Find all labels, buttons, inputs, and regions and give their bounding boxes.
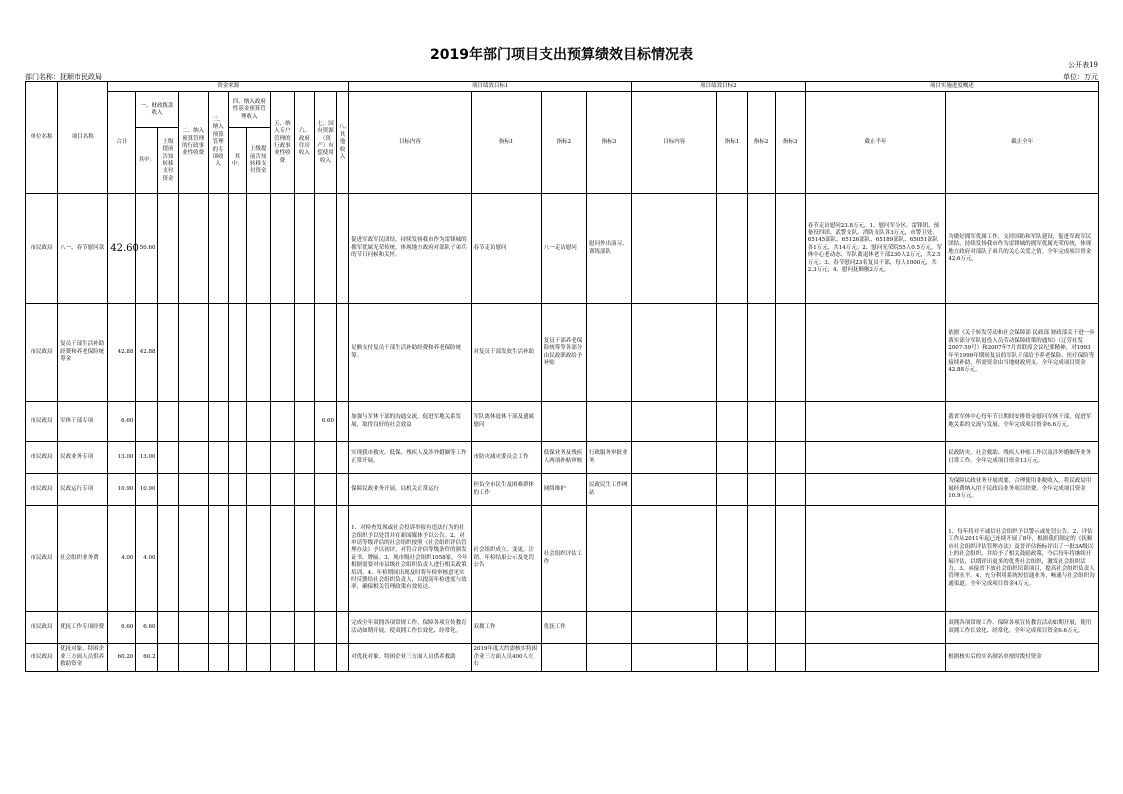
- table-row: [26, 402, 1099, 442]
- header-fiscal-among: 其中：: [136, 128, 158, 194]
- special-cell: [208, 506, 228, 612]
- goal2-cell: [632, 506, 717, 612]
- admin-fee-cell: [178, 644, 208, 672]
- table-row: [26, 304, 1099, 402]
- header-ind3-2: 指标3: [775, 92, 805, 194]
- total-cell: 42.88: [108, 304, 136, 402]
- full-year-cell: 为做好拥军优属工作，支持国防和军队建设，促进军政军民团结，持续发扬我市作为雷锋城的拥军优属光荣传统，体现地方政府对部队子弟兵的关心关爱之情。全年完成项目资金42.6万元。: [946, 194, 1099, 304]
- house6-cell: [294, 612, 314, 644]
- ind2b-cell: [747, 304, 775, 402]
- ind3-cell: [586, 402, 631, 442]
- budget-table-body: [25, 193, 1099, 672]
- ind1b-cell: [717, 644, 747, 672]
- fee5-cell: [270, 194, 294, 304]
- goal-cell: 促进军政军民团结，持续发扬我市作为雷锋城的拥军优属光荣传统，体现地方政府对部队子弟兵的节日问候和关怀。: [349, 194, 471, 304]
- header-full-year: 截止全年: [946, 92, 1099, 194]
- goal-cell: 加强与军休干部的沟通交流，促进军地关系发展，取得良好的社会效益: [349, 402, 471, 442]
- ind2-cell: 复员干部养老保险统筹等各部分由民政职政给予补贴: [541, 304, 586, 402]
- ind1b-cell: [717, 506, 747, 612]
- goal2-cell: [632, 304, 717, 402]
- total-cell: 13.00: [108, 442, 136, 474]
- header-house6: 六、政府住房收入: [294, 92, 314, 194]
- header-unit-name: 单位名称: [26, 82, 58, 194]
- gov-upper-cell: [246, 194, 270, 304]
- header-ind1: 指标1: [471, 92, 541, 194]
- unit-cell: 市民政局: [26, 474, 58, 506]
- ind1-cell: 双拥工作: [471, 612, 541, 644]
- fiscal-upper-cell: [158, 644, 178, 672]
- ind2b-cell: [747, 506, 775, 612]
- header-project-name: 项目名称: [58, 82, 108, 194]
- asset7-cell: 6.60: [314, 402, 336, 442]
- fee5-cell: [270, 474, 294, 506]
- goal-cell: 实现我市救灾、低保、残疾人及涉外婚姻等工作正常开展。: [349, 442, 471, 474]
- gov-among-cell: [228, 194, 246, 304]
- house6-cell: [294, 304, 314, 402]
- asset7-cell: [314, 304, 336, 402]
- header-gov-upper: 上级提前告知转移支付资金: [246, 128, 270, 194]
- gov-upper-cell: [246, 304, 270, 402]
- ind2-cell: 社会组织评估工作: [541, 506, 586, 612]
- budget-table: [25, 81, 1099, 194]
- ind2b-cell: [747, 612, 775, 644]
- half-year-cell: [805, 506, 946, 612]
- special-cell: [208, 304, 228, 402]
- ind1b-cell: [717, 402, 747, 442]
- header-gov-among: 其中：: [228, 128, 246, 194]
- unit-cell: 市民政局: [26, 402, 58, 442]
- project-cell: 民政业务专项: [58, 442, 108, 474]
- ind2b-cell: [747, 402, 775, 442]
- goal2-cell: [632, 612, 717, 644]
- ind2b-cell: [747, 442, 775, 474]
- house6-cell: [294, 442, 314, 474]
- ind3b-cell: [775, 304, 805, 402]
- total-cell: 6.60: [108, 402, 136, 442]
- ind1-cell: 2019年度大约需核实特困企业三方面人员400人左右: [471, 644, 541, 672]
- ind3b-cell: [775, 194, 805, 304]
- total-cell: 42.60: [108, 194, 136, 304]
- ind3-cell: 行政服务审批业务: [586, 442, 631, 474]
- admin-fee-cell: [178, 402, 208, 442]
- fiscal-cell: 42.88: [136, 304, 158, 402]
- full-year-cell: 为保障民政业务开展需要，合理使用非税收入。将民政局用展经费纳入用于民政局业务项目经费。全年完成项目资金10.9万元。: [946, 474, 1099, 506]
- fee5-cell: [270, 506, 294, 612]
- header-perf2: 项目绩效目标2: [632, 82, 806, 92]
- full-year-cell: 1、每年将对不诚信社会组织予以警示或处罚公告。2、评估工作从2011年起已连续开展了8年，根据我们制定的《抚顺市社会组织评估管理办法》及晋评估指标评出了一批3A级以上的社会组织，并给予了相关鼓励政策，今后每年将继续开展评估，以期评出更多的优秀社会组织，激发社会组织活力。3、承接省下放社会组织培训项目，提高社会组织负责人管理水平。4、充分利用系统短信通业务，畅通与社会组织沟通渠道。全年完成项目资金4万元。: [946, 506, 1099, 612]
- fee5-cell: [270, 612, 294, 644]
- admin-fee-cell: [178, 474, 208, 506]
- full-year-cell: 双拥各项常规工作、保障各项宣传教育活动如期开展，使用双拥工作长效化、经常化。全年完成项目资金6.6万元。: [946, 612, 1099, 644]
- project-cell: 社会组织业务费: [58, 506, 108, 612]
- unit-cell: 市民政局: [26, 506, 58, 612]
- half-year-cell: 春节走访慰问23.8万元，1、慰问军分区、雷锋团、预备役四团、武警支队、消防支队各3万元，市警卫处、65145部队、65126部队、65189部队、65051部队各1万元，共14万元；2、慰问光荣院55人0.5万元，军休中心老动态、军队离退休老干部230人2万元，共2.5万元；3、春节慰问23名复员干部，每人1000元，共2.3万元；4、慰问抚顺舰2万元。: [805, 194, 946, 304]
- ind1-cell: 对复员干部发放生活补助: [471, 304, 541, 402]
- other8-cell: [337, 442, 349, 474]
- header-fund-source: 资金来源: [108, 82, 349, 92]
- goal-cell: 足额支付复员干部生活补助经费和养老保险统筹。: [349, 304, 471, 402]
- ind1b-cell: [717, 474, 747, 506]
- other8-cell: [337, 304, 349, 402]
- gov-among-cell: [228, 442, 246, 474]
- gov-upper-cell: [246, 474, 270, 506]
- total-cell: 6.60: [108, 612, 136, 644]
- fiscal-cell: 13.00: [136, 442, 158, 474]
- gov-upper-cell: [246, 442, 270, 474]
- ind2b-cell: [747, 194, 775, 304]
- fiscal-cell: 50.60: [136, 194, 158, 304]
- special-cell: [208, 402, 228, 442]
- header-gov-fund: 四、纳入政府性基金预算管理收入: [228, 92, 270, 128]
- special-cell: [208, 612, 228, 644]
- ind1-cell: 担负全市民生及困难群体的工作: [471, 474, 541, 506]
- ind2-cell: 优抚工作: [541, 612, 586, 644]
- header-ind2-2: 指标2: [747, 92, 775, 194]
- fee5-cell: [270, 442, 294, 474]
- unit-label: 单位：万元: [1063, 73, 1098, 81]
- ind1-cell: 春节走访慰问: [471, 194, 541, 304]
- header-fiscal: 一、财政拨款收入: [136, 92, 178, 128]
- fiscal-upper-cell: [158, 612, 178, 644]
- house6-cell: [294, 506, 314, 612]
- header-ind3: 指标3: [586, 92, 631, 194]
- full-year-cell: 依据《关于转发劳动和社会保障部 民政部 财政部关于进一步落实部分军队退役人员劳动保障政策的通知》（辽劳社发2007-59号）和2007年7月省联席会议纪要精神，对1993年至1999年期间复员的军队干部给予养老保险、医疗保险等接续补助，所需资金由当地财政列支。全年完成项目资金42.88万元。: [946, 304, 1099, 402]
- goal2-cell: [632, 474, 717, 506]
- special-cell: [208, 442, 228, 474]
- project-cell: 优抚对象、特困企业三方面人员供养救助资金: [58, 644, 108, 672]
- table-row: [26, 612, 1099, 644]
- project-cell: 军休干部专项: [58, 402, 108, 442]
- fiscal-cell: [136, 402, 158, 442]
- half-year-cell: [805, 442, 946, 474]
- gov-among-cell: [228, 474, 246, 506]
- ind2-cell: 低保业务及残疾人两项补贴审核: [541, 442, 586, 474]
- header-ind1-2: 指标1: [717, 92, 747, 194]
- ind2-cell: [541, 402, 586, 442]
- special-cell: [208, 474, 228, 506]
- asset7-cell: [314, 612, 336, 644]
- fiscal-upper-cell: [158, 442, 178, 474]
- table-row: [26, 194, 1099, 304]
- ind2b-cell: [747, 474, 775, 506]
- gov-upper-cell: [246, 402, 270, 442]
- table-row: [26, 474, 1099, 506]
- fiscal-cell: 10.90: [136, 474, 158, 506]
- header-fee5: 五、纳入专户管理的行政事业性收费: [270, 92, 294, 194]
- project-cell: 民政运行专项: [58, 474, 108, 506]
- header-other8: 八、其他收入: [337, 92, 349, 194]
- half-year-cell: [805, 402, 946, 442]
- asset7-cell: [314, 442, 336, 474]
- ind3-cell: [586, 612, 631, 644]
- table-row: [26, 506, 1099, 612]
- full-year-cell: 民政防灾、社会救助、残疾人补贴工作以及涉外婚姻等业务日常工作。全年完成项目资金13万元。: [946, 442, 1099, 474]
- full-year-cell: 根据核实后的实名制名单按时拨付资金: [946, 644, 1099, 672]
- ind1b-cell: [717, 304, 747, 402]
- house6-cell: [294, 194, 314, 304]
- asset7-cell: [314, 194, 336, 304]
- house6-cell: [294, 644, 314, 672]
- fiscal-cell: 6.60: [136, 612, 158, 644]
- asset7-cell: [314, 474, 336, 506]
- ind2-cell: [541, 644, 586, 672]
- fiscal-upper-cell: [158, 304, 178, 402]
- ind1-cell: 社会组织成立、变更、注销、年检结果公示及处罚公告: [471, 506, 541, 612]
- goal-cell: 保障民政业务开展，局机关正常运行: [349, 474, 471, 506]
- ind3-cell: 慰问外出演习、训练部队: [586, 194, 631, 304]
- house6-cell: [294, 402, 314, 442]
- admin-fee-cell: [178, 612, 208, 644]
- unit-cell: 市民政局: [26, 194, 58, 304]
- half-year-cell: [805, 612, 946, 644]
- ind1b-cell: [717, 442, 747, 474]
- asset7-cell: [314, 644, 336, 672]
- header-special: 三、纳入预算管理的专项收入: [208, 92, 228, 194]
- goal-cell: 完成全年双拥各项常规工作，保障各项宣传教育活动如期开展，使双拥工作长效化、经常化。: [349, 612, 471, 644]
- fiscal-upper-cell: [158, 194, 178, 304]
- total-cell: 4.00: [108, 506, 136, 612]
- header-half-year: 截止半年: [805, 92, 946, 194]
- admin-fee-cell: [178, 442, 208, 474]
- goal-cell: 对优抚对象、特困企业三方面人员供养救助: [349, 644, 471, 672]
- fiscal-cell: 4.00: [136, 506, 158, 612]
- ind3b-cell: [775, 474, 805, 506]
- ind3b-cell: [775, 442, 805, 474]
- header-total: 合计: [108, 92, 136, 194]
- header-ind2: 指标2: [541, 92, 586, 194]
- header-goal-content: 目标内容: [349, 92, 471, 194]
- goal2-cell: [632, 644, 717, 672]
- header-admin-fee: 二、纳入预算管理的行政事业性收费: [178, 92, 208, 194]
- header-asset7: 七、国有资源（资产）有偿使用收入: [314, 92, 336, 194]
- admin-fee-cell: [178, 506, 208, 612]
- ind1b-cell: [717, 194, 747, 304]
- fee5-cell: [270, 644, 294, 672]
- goal-cell: 1、对检查发现或社会投诉举报有违法行为的社会组织予以处罚并在新闻媒体予以公告。2、对申请等级评估的社会组织按照《社会组织评估管理办法》予以初评，对符合评估等级条件的颁发证书、牌匾。3、现市级社会组织1058家，今年根据需要对市县级社会组织负责人进行相关政策培训。4、年检期间出现及时将年检审核意见实时反馈给社会组织负责人，以提高年检进度与效率，确保相关管理政策有效传达。: [349, 506, 471, 612]
- other8-cell: [337, 506, 349, 612]
- ind3-cell: [586, 644, 631, 672]
- ind3b-cell: [775, 644, 805, 672]
- gov-among-cell: [228, 612, 246, 644]
- header-goal-content-2: 目标内容: [632, 92, 717, 194]
- form-number: 公开表19: [1068, 61, 1098, 69]
- project-cell: 八一、春节慰问款: [58, 194, 108, 304]
- fiscal-upper-cell: [158, 402, 178, 442]
- unit-cell: 市民政局: [26, 442, 58, 474]
- header-progress: 项目实施进度概述: [805, 82, 1098, 92]
- ind1-cell: 市防灾减灾委员会工作: [471, 442, 541, 474]
- goal2-cell: [632, 194, 717, 304]
- ind2b-cell: [747, 644, 775, 672]
- half-year-cell: [805, 644, 946, 672]
- gov-among-cell: [228, 402, 246, 442]
- table-row: [26, 644, 1099, 672]
- goal2-cell: [632, 402, 717, 442]
- report-title: 2019年部门项目支出预算绩效目标情况表: [430, 47, 693, 63]
- other8-cell: [337, 474, 349, 506]
- house6-cell: [294, 474, 314, 506]
- ind1b-cell: [717, 612, 747, 644]
- fiscal-cell: 60.2: [136, 644, 158, 672]
- ind2-cell: 网络维护: [541, 474, 586, 506]
- fee5-cell: [270, 402, 294, 442]
- half-year-cell: [805, 474, 946, 506]
- ind3b-cell: [775, 612, 805, 644]
- admin-fee-cell: [178, 304, 208, 402]
- asset7-cell: [314, 506, 336, 612]
- special-cell: [208, 644, 228, 672]
- special-cell: [208, 194, 228, 304]
- project-cell: 优抚工作专项经费: [58, 612, 108, 644]
- total-cell: 60.20: [108, 644, 136, 672]
- other8-cell: [337, 194, 349, 304]
- ind2-cell: 八一走访慰问: [541, 194, 586, 304]
- gov-among-cell: [228, 506, 246, 612]
- ind3-cell: [586, 506, 631, 612]
- full-year-cell: 我省军休中心每年节日期间安排资金慰问军休干部，促进军地关系的交流与发展。全年完成项目资金6.6万元。: [946, 402, 1099, 442]
- ind1-cell: 军队离休退休干部及遗属慰问: [471, 402, 541, 442]
- fiscal-upper-cell: [158, 506, 178, 612]
- total-cell: 10.90: [108, 474, 136, 506]
- ind3-cell: [586, 304, 631, 402]
- fee5-cell: [270, 304, 294, 402]
- goal2-cell: [632, 442, 717, 474]
- department-name: 部门名称：抚顺市民政局: [25, 73, 102, 81]
- other8-cell: [337, 612, 349, 644]
- gov-among-cell: [228, 304, 246, 402]
- other8-cell: [337, 402, 349, 442]
- gov-upper-cell: [246, 506, 270, 612]
- header-perf1: 项目绩效目标1: [349, 82, 632, 92]
- unit-cell: 市民政局: [26, 612, 58, 644]
- ind3b-cell: [775, 402, 805, 442]
- admin-fee-cell: [178, 194, 208, 304]
- table-row: [26, 442, 1099, 474]
- ind3b-cell: [775, 506, 805, 612]
- unit-cell: 市民政局: [26, 644, 58, 672]
- header-fiscal-upper: 上级提前告知转移支付资金: [158, 128, 178, 194]
- ind3-cell: 民政民生工作网站: [586, 474, 631, 506]
- gov-upper-cell: [246, 644, 270, 672]
- half-year-cell: [805, 304, 946, 402]
- project-cell: 复员干部生活补助经费和养老保险统筹金: [58, 304, 108, 402]
- unit-cell: 市民政局: [26, 304, 58, 402]
- gov-upper-cell: [246, 612, 270, 644]
- gov-among-cell: [228, 644, 246, 672]
- other8-cell: [337, 644, 349, 672]
- fiscal-upper-cell: [158, 474, 178, 506]
